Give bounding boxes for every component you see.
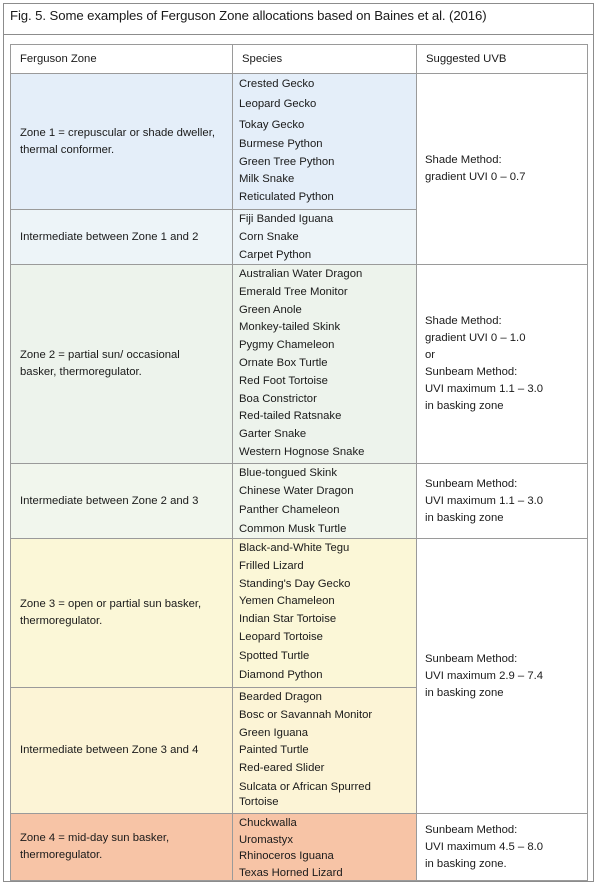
species-item: Green Tree Python xyxy=(239,155,335,168)
species-item: Panther Chameleon xyxy=(239,503,340,516)
species-item: Blue-tongued Skink xyxy=(239,467,337,479)
species-item: Garter Snake xyxy=(239,428,307,441)
species-item: Western Hognose Snake xyxy=(239,445,365,458)
species-item: Chinese Water Dragon xyxy=(239,484,354,497)
species-item: Milk Snake xyxy=(239,173,295,186)
zone-cell-zone-1: Zone 1 = crepuscular or shade dweller, thermal conformer. xyxy=(10,73,233,210)
zone-cell-intermediate-3-4: Intermediate between Zone 3 and 4 xyxy=(10,687,233,814)
uvb-cell-intermediate-2-3: Sunbeam Method: UVI maximum 1.1 – 3.0 in basking zone xyxy=(416,463,588,539)
species-item: Reticulated Python xyxy=(239,191,334,204)
zone-cell-intermediate-1-2: Intermediate between Zone 1 and 2 xyxy=(10,209,233,265)
species-item: Standing's Day Gecko xyxy=(239,577,351,590)
figure-caption: Fig. 5. Some examples of Ferguson Zone allocations based on Baines et al. (2016) xyxy=(10,8,487,23)
species-item: Frilled Lizard xyxy=(239,559,304,572)
zone-cell-zone-3: Zone 3 = open or partial sun basker, thermoregulator. xyxy=(10,538,233,688)
species-item: Ornate Box Turtle xyxy=(239,356,328,369)
zone-cell-zone-4: Zone 4 = mid-day sun basker, thermoregulator. xyxy=(10,813,233,881)
species-item: Yemen Chameleon xyxy=(239,595,335,608)
species-item: Carpet Python xyxy=(239,248,312,261)
zone-cell-intermediate-2-3: Intermediate between Zone 2 and 3 xyxy=(10,463,233,539)
species-item: Red-tailed Ratsnake xyxy=(239,410,342,423)
species-item: Chuckwalla xyxy=(239,817,297,829)
uvb-cell-zone-3-group: Sunbeam Method: UVI maximum 2.9 – 7.4 in basking zone xyxy=(416,538,588,814)
uvb-cell-zone-4: Sunbeam Method: UVI maximum 4.5 – 8.0 in basking zone. xyxy=(416,813,588,881)
species-item: Burmese Python xyxy=(239,137,323,150)
species-item: Leopard Gecko xyxy=(239,97,317,110)
species-item: Black-and-White Tegu xyxy=(239,542,350,554)
species-item: Bearded Dragon xyxy=(239,691,322,703)
species-item: Australian Water Dragon xyxy=(239,268,363,280)
species-item: Red Foot Tortoise xyxy=(239,374,328,387)
species-cell-intermediate-1-2 xyxy=(232,209,417,265)
uvb-cell-zone-2: Shade Method: gradient UVI 0 – 1.0 or Sunbeam Method: UVI maximum 1.1 – 3.0 in basking zone xyxy=(416,264,588,464)
species-item: Boa Constrictor xyxy=(239,392,317,405)
species-cell-intermediate-2-3 xyxy=(232,463,417,539)
caption-divider xyxy=(3,34,594,35)
species-item: Common Musk Turtle xyxy=(239,522,347,535)
species-cell-intermediate-3-4 xyxy=(232,687,417,814)
species-item: Sulcata or African Spurred Tortoise xyxy=(239,780,371,808)
species-item: Red-eared Slider xyxy=(239,762,325,775)
species-item: Fiji Banded Iguana xyxy=(239,213,334,225)
species-item: Monkey-tailed Skink xyxy=(239,321,341,334)
uvb-cell-zone-1-group: Shade Method: gradient UVI 0 – 0.7 xyxy=(416,73,588,265)
species-item: Corn Snake xyxy=(239,230,299,243)
species-cell-zone-1 xyxy=(232,73,417,210)
header-suggested-uvb: Suggested UVB xyxy=(416,44,588,74)
species-item: Green Iguana xyxy=(239,726,309,739)
species-item: Spotted Turtle xyxy=(239,649,310,662)
species-item: Emerald Tree Monitor xyxy=(239,285,348,298)
species-item: Uromastyx xyxy=(239,833,293,846)
species-cell-zone-4 xyxy=(232,813,417,881)
species-item: Texas Horned Lizard xyxy=(239,866,343,879)
species-item: Crested Gecko xyxy=(239,78,315,90)
species-item: Bosc or Savannah Monitor xyxy=(239,708,373,721)
species-item: Rhinoceros Iguana xyxy=(239,850,334,862)
species-item: Painted Turtle xyxy=(239,744,309,757)
zone-cell-zone-2: Zone 2 = partial sun/ occasional basker, thermoregulator. xyxy=(10,264,233,464)
species-item: Pygmy Chameleon xyxy=(239,339,335,352)
species-cell-zone-3 xyxy=(232,538,417,688)
species-item: Green Anole xyxy=(239,303,302,316)
header-ferguson-zone: Ferguson Zone xyxy=(10,44,233,74)
species-item: Diamond Python xyxy=(239,668,323,681)
species-item: Leopard Tortoise xyxy=(239,630,323,643)
header-species: Species xyxy=(232,44,417,74)
species-item: Tokay Gecko xyxy=(239,118,305,131)
species-cell-zone-2 xyxy=(232,264,417,464)
species-item: Indian Star Tortoise xyxy=(239,613,337,626)
